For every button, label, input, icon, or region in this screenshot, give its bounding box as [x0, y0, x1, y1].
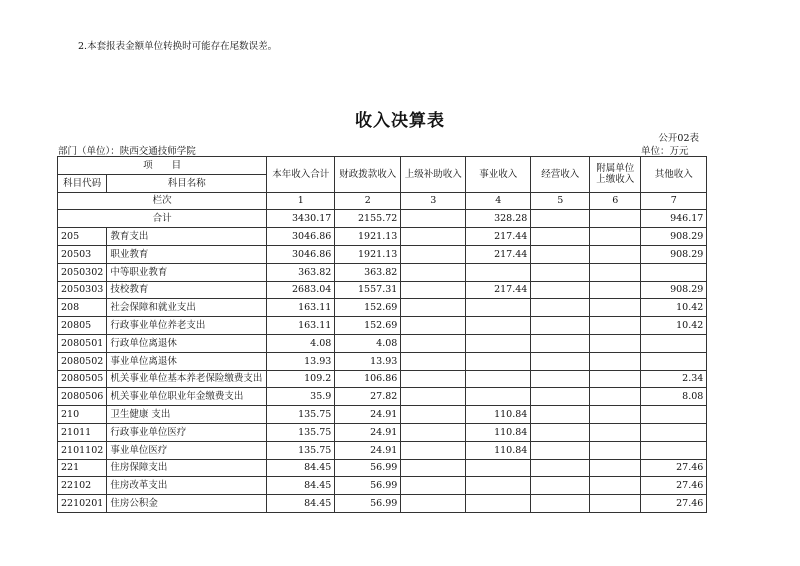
amount-cell: 24.91: [335, 423, 401, 441]
table-row: [58, 228, 707, 246]
table-row: [58, 299, 707, 317]
amount-cell: [531, 352, 590, 370]
amount-cell: [590, 406, 641, 424]
amount-cell: [590, 495, 641, 513]
col-number: 1: [267, 192, 335, 210]
amount-cell: 24.91: [335, 441, 401, 459]
table-row: [58, 441, 707, 459]
amount-cell: [401, 423, 466, 441]
amount-cell: 4.08: [267, 334, 335, 352]
amount-cell: [590, 441, 641, 459]
subject-code: 221: [58, 459, 107, 477]
total-value: [401, 210, 466, 228]
amount-cell: [466, 370, 531, 388]
table-row: [58, 334, 707, 352]
amount-cell: [401, 245, 466, 263]
table-row: [58, 352, 707, 370]
total-value: 2155.72: [335, 210, 401, 228]
row-label-cell: 栏次: [58, 192, 267, 210]
table-row: [58, 263, 707, 281]
amount-cell: [590, 317, 641, 335]
header-item-group: 项 目: [58, 157, 267, 175]
subject-code: 2080502: [58, 352, 107, 370]
amount-cell: [466, 299, 531, 317]
amount-cell: [466, 388, 531, 406]
amount-cell: 109.2: [267, 370, 335, 388]
amount-cell: 35.9: [267, 388, 335, 406]
subject-name: 行政事业单位养老支出: [107, 317, 267, 335]
unit-label: 单位：万元: [641, 146, 689, 157]
amount-cell: [641, 352, 707, 370]
amount-cell: 84.45: [267, 495, 335, 513]
amount-cell: 84.45: [267, 477, 335, 495]
amount-cell: 363.82: [267, 263, 335, 281]
amount-cell: 152.69: [335, 299, 401, 317]
amount-cell: 2683.04: [267, 281, 335, 299]
amount-cell: 8.08: [641, 388, 707, 406]
table-row: [58, 477, 707, 495]
amount-cell: [466, 352, 531, 370]
total-value: 328.28: [466, 210, 531, 228]
amount-cell: 908.29: [641, 281, 707, 299]
total-value: 946.17: [641, 210, 707, 228]
amount-cell: 56.99: [335, 495, 401, 513]
amount-cell: [590, 370, 641, 388]
amount-cell: [531, 495, 590, 513]
subject-name: 技校教育: [107, 281, 267, 299]
department-label: 部门（单位）：陕西交通技师学院: [58, 146, 196, 157]
amount-cell: [590, 245, 641, 263]
amount-cell: 106.86: [335, 370, 401, 388]
amount-cell: [590, 388, 641, 406]
table-row: [58, 370, 707, 388]
amount-cell: [401, 352, 466, 370]
amount-cell: 908.29: [641, 245, 707, 263]
amount-cell: [531, 317, 590, 335]
col-number: 2: [335, 192, 401, 210]
subject-name: 事业单位离退休: [107, 352, 267, 370]
subject-code: 20503: [58, 245, 107, 263]
header-name: 科目名称: [107, 174, 267, 192]
amount-cell: 217.44: [466, 245, 531, 263]
amount-cell: [466, 459, 531, 477]
amount-cell: [466, 334, 531, 352]
amount-cell: [401, 477, 466, 495]
header-col-2: 财政拨款收入: [335, 157, 401, 193]
amount-cell: [641, 423, 707, 441]
subject-name: 卫生健康 支出: [107, 406, 267, 424]
amount-cell: 135.75: [267, 423, 335, 441]
subject-code: 2080505: [58, 370, 107, 388]
column-number-row: [58, 192, 707, 210]
amount-cell: 56.99: [335, 477, 401, 495]
subject-name: 中等职业教育: [107, 263, 267, 281]
amount-cell: 2.34: [641, 370, 707, 388]
header-col-3: 上级补助收入: [401, 157, 466, 193]
header-col-6: 附属单位上缴收入: [590, 157, 641, 193]
col-number: 6: [590, 192, 641, 210]
amount-cell: 363.82: [335, 263, 401, 281]
amount-cell: 1557.31: [335, 281, 401, 299]
amount-cell: 27.46: [641, 477, 707, 495]
table-row: [58, 245, 707, 263]
header-row: [58, 157, 707, 175]
header-col-4: 事业收入: [466, 157, 531, 193]
amount-cell: [590, 334, 641, 352]
header-col-1: 本年收入合计: [267, 157, 335, 193]
amount-cell: 135.75: [267, 406, 335, 424]
amount-cell: [466, 495, 531, 513]
table-row: [58, 495, 707, 513]
amount-cell: [590, 459, 641, 477]
amount-cell: 152.69: [335, 317, 401, 335]
subject-code: 22102: [58, 477, 107, 495]
subject-code: 2210201: [58, 495, 107, 513]
subject-code: 2050302: [58, 263, 107, 281]
amount-cell: [466, 477, 531, 495]
amount-cell: [401, 317, 466, 335]
subject-code: 20805: [58, 317, 107, 335]
amount-cell: [641, 263, 707, 281]
table-row: [58, 423, 707, 441]
amount-cell: [401, 459, 466, 477]
amount-cell: [531, 299, 590, 317]
subject-code: 2050303: [58, 281, 107, 299]
total-value: [531, 210, 590, 228]
amount-cell: 1921.13: [335, 245, 401, 263]
subject-name: 住房保障支出: [107, 459, 267, 477]
subject-code: 2080501: [58, 334, 107, 352]
subject-name: 行政单位离退休: [107, 334, 267, 352]
amount-cell: 1921.13: [335, 228, 401, 246]
table-row: [58, 281, 707, 299]
footnote: 2.本套报表金额单位转换时可能存在尾数误差。: [78, 41, 278, 52]
subject-name: 行政事业单位医疗: [107, 423, 267, 441]
subject-name: 机关事业单位基本养老保险缴费支出: [107, 370, 267, 388]
subject-name: 住房改革支出: [107, 477, 267, 495]
form-number: 公开02表: [658, 133, 699, 144]
amount-cell: 10.42: [641, 317, 707, 335]
subject-name: 社会保障和就业支出: [107, 299, 267, 317]
amount-cell: 110.84: [466, 441, 531, 459]
subject-name: 事业单位医疗: [107, 441, 267, 459]
total-row: [58, 210, 707, 228]
col-number: 3: [401, 192, 466, 210]
amount-cell: [401, 495, 466, 513]
table-row: [58, 459, 707, 477]
amount-cell: 24.91: [335, 406, 401, 424]
amount-cell: 163.11: [267, 299, 335, 317]
amount-cell: [590, 228, 641, 246]
amount-cell: [590, 263, 641, 281]
header-col-7: 其他收入: [641, 157, 707, 193]
total-value: 3430.17: [267, 210, 335, 228]
amount-cell: 27.82: [335, 388, 401, 406]
amount-cell: [531, 459, 590, 477]
amount-cell: 217.44: [466, 228, 531, 246]
amount-cell: [531, 370, 590, 388]
amount-cell: 56.99: [335, 459, 401, 477]
amount-cell: [641, 441, 707, 459]
subject-name: 机关事业单位职业年金缴费支出: [107, 388, 267, 406]
subject-name: 职业教育: [107, 245, 267, 263]
amount-cell: 110.84: [466, 406, 531, 424]
amount-cell: [401, 406, 466, 424]
amount-cell: [466, 263, 531, 281]
amount-cell: 110.84: [466, 423, 531, 441]
amount-cell: [531, 228, 590, 246]
amount-cell: 13.93: [335, 352, 401, 370]
amount-cell: [641, 406, 707, 424]
total-label: 合计: [58, 210, 267, 228]
amount-cell: 4.08: [335, 334, 401, 352]
subject-code: 2101102: [58, 441, 107, 459]
amount-cell: [466, 317, 531, 335]
amount-cell: 10.42: [641, 299, 707, 317]
amount-cell: 217.44: [466, 281, 531, 299]
amount-cell: 84.45: [267, 459, 335, 477]
table-row: [58, 388, 707, 406]
amount-cell: [401, 334, 466, 352]
amount-cell: [401, 281, 466, 299]
amount-cell: [401, 299, 466, 317]
amount-cell: [531, 281, 590, 299]
amount-cell: 135.75: [267, 441, 335, 459]
amount-cell: [641, 334, 707, 352]
subject-code: 205: [58, 228, 107, 246]
col-number: 4: [466, 192, 531, 210]
subject-code: 21011: [58, 423, 107, 441]
amount-cell: 3046.86: [267, 228, 335, 246]
header-code: 科目代码: [58, 174, 107, 192]
page-title: 收入决算表: [355, 111, 445, 131]
amount-cell: 13.93: [267, 352, 335, 370]
amount-cell: [401, 370, 466, 388]
amount-cell: 908.29: [641, 228, 707, 246]
table-row: [58, 317, 707, 335]
amount-cell: 27.46: [641, 495, 707, 513]
table-row: [58, 406, 707, 424]
amount-cell: [590, 352, 641, 370]
total-value: [590, 210, 641, 228]
subject-code: 208: [58, 299, 107, 317]
amount-cell: 3046.86: [267, 245, 335, 263]
subject-code: 210: [58, 406, 107, 424]
amount-cell: [590, 299, 641, 317]
amount-cell: [531, 423, 590, 441]
amount-cell: [590, 423, 641, 441]
amount-cell: [401, 388, 466, 406]
subject-code: 2080506: [58, 388, 107, 406]
amount-cell: [590, 281, 641, 299]
subject-name: 住房公积金: [107, 495, 267, 513]
amount-cell: [531, 334, 590, 352]
amount-cell: [531, 388, 590, 406]
header-col-5: 经营收入: [531, 157, 590, 193]
amount-cell: [590, 477, 641, 495]
amount-cell: [401, 228, 466, 246]
amount-cell: 163.11: [267, 317, 335, 335]
subject-name: 教育支出: [107, 228, 267, 246]
amount-cell: [531, 245, 590, 263]
income-table: [57, 156, 707, 513]
col-number: 5: [531, 192, 590, 210]
col-number: 7: [641, 192, 707, 210]
amount-cell: [401, 263, 466, 281]
amount-cell: [401, 441, 466, 459]
amount-cell: [531, 477, 590, 495]
amount-cell: [531, 441, 590, 459]
amount-cell: [531, 406, 590, 424]
amount-cell: [531, 263, 590, 281]
amount-cell: 27.46: [641, 459, 707, 477]
